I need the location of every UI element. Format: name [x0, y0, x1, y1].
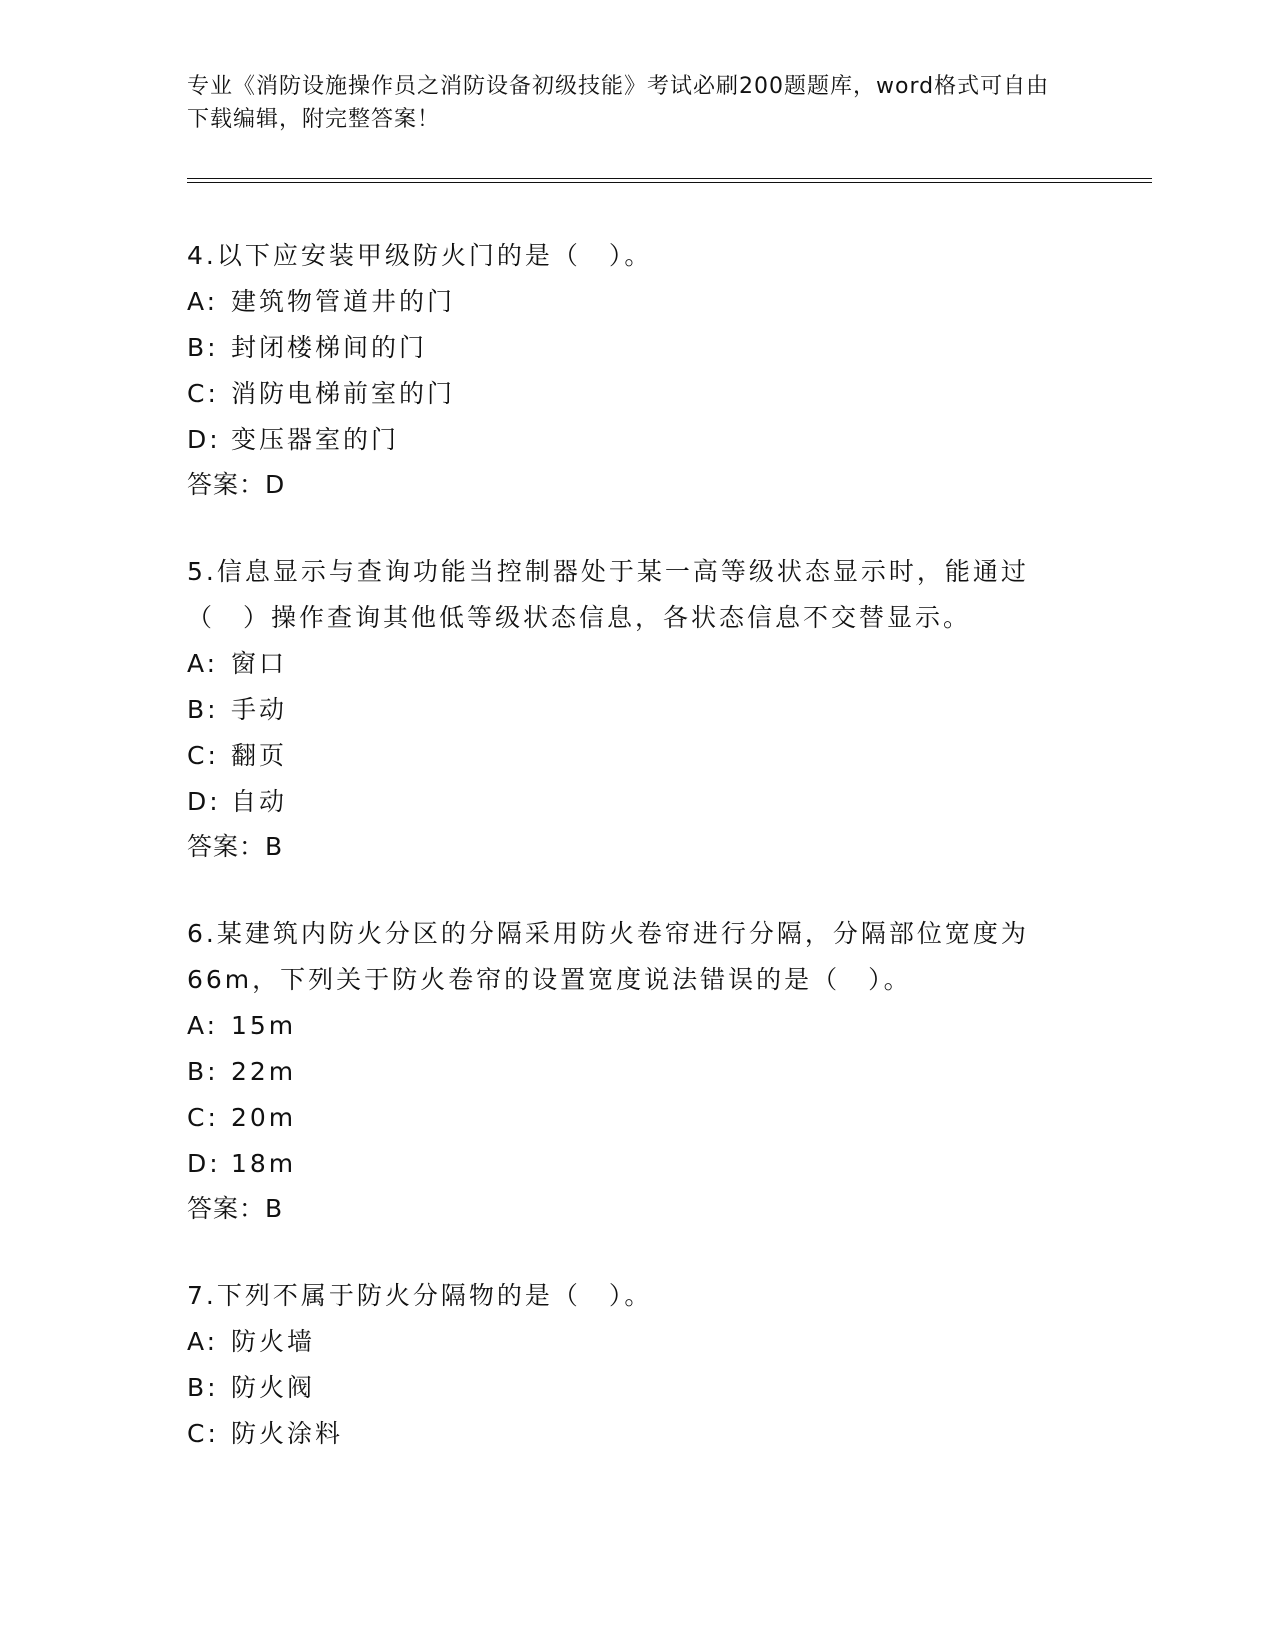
option-c	[187, 733, 1087, 779]
header-divider-top	[187, 178, 1152, 179]
question-stem: 7.下列不属于防火分隔物的是（ ）。	[187, 1281, 653, 1310]
question-stem: 4.以下应安装甲级防火门的是（ ）。	[187, 241, 653, 270]
question-7	[187, 1273, 1087, 1457]
option-letter: B:	[187, 1057, 219, 1086]
option-d	[187, 1141, 1087, 1187]
option-text: 消防电梯前室的门	[231, 379, 456, 408]
option-letter: C:	[187, 1419, 219, 1448]
option-b	[187, 325, 1087, 371]
option-letter: D:	[187, 787, 221, 816]
option-letter: B:	[187, 695, 219, 724]
option-c	[187, 1411, 1087, 1457]
option-b	[187, 687, 1087, 733]
option-b	[187, 1365, 1087, 1411]
option-text: 20m	[231, 1103, 297, 1132]
question-5	[187, 549, 1087, 869]
option-a	[187, 1003, 1087, 1049]
question-stem: 6.某建筑内防火分区的分隔采用防火卷帘进行分隔，分隔部位宽度为66m，下列关于防火卷帘的设置宽度说法错误的是（ ）。	[187, 919, 1029, 994]
option-letter: A:	[187, 1327, 219, 1356]
option-d	[187, 417, 1087, 463]
option-letter: B:	[187, 1373, 219, 1402]
option-letter: C:	[187, 1103, 219, 1132]
option-text: 窗口	[231, 649, 288, 678]
question-6	[187, 911, 1087, 1231]
option-text: 防火涂料	[231, 1419, 344, 1448]
option-text: 22m	[231, 1057, 297, 1086]
answer-line: 答案：B	[187, 832, 284, 861]
option-text: 自动	[231, 787, 288, 816]
answer-line: 答案：D	[187, 470, 286, 499]
option-letter: D:	[187, 425, 221, 454]
option-a	[187, 279, 1087, 325]
option-letter: B:	[187, 333, 219, 362]
header-divider-bottom	[187, 182, 1152, 183]
option-c	[187, 1095, 1087, 1141]
option-a	[187, 641, 1087, 687]
option-letter: A:	[187, 287, 219, 316]
option-text: 15m	[231, 1011, 297, 1040]
option-a	[187, 1319, 1087, 1365]
option-text: 封闭楼梯间的门	[231, 333, 428, 362]
option-text: 翻页	[231, 741, 288, 770]
option-text: 变压器室的门	[231, 425, 400, 454]
question-stem: 5.信息显示与查询功能当控制器处于某一高等级状态显示时，能通过（ ）操作查询其他低等级状态信息，各状态信息不交替显示。	[187, 557, 1029, 632]
option-b	[187, 1049, 1087, 1095]
option-letter: D:	[187, 1149, 221, 1178]
option-text: 建筑物管道井的门	[231, 287, 456, 316]
option-c	[187, 371, 1087, 417]
option-text: 防火墙	[231, 1327, 316, 1356]
answer-line: 答案：B	[187, 1194, 284, 1223]
option-text: 手动	[231, 695, 288, 724]
question-4	[187, 233, 1087, 507]
option-letter: C:	[187, 741, 219, 770]
option-letter: A:	[187, 1011, 219, 1040]
option-text: 防火阀	[231, 1373, 316, 1402]
question-list	[187, 233, 1087, 1499]
option-text: 18m	[231, 1149, 297, 1178]
option-letter: A:	[187, 649, 219, 678]
option-letter: C:	[187, 379, 219, 408]
option-d	[187, 779, 1087, 825]
document-header: 专业《消防设施操作员之消防设备初级技能》考试必刷200题题库，word格式可自由下载编辑，附完整答案！	[187, 74, 1050, 132]
